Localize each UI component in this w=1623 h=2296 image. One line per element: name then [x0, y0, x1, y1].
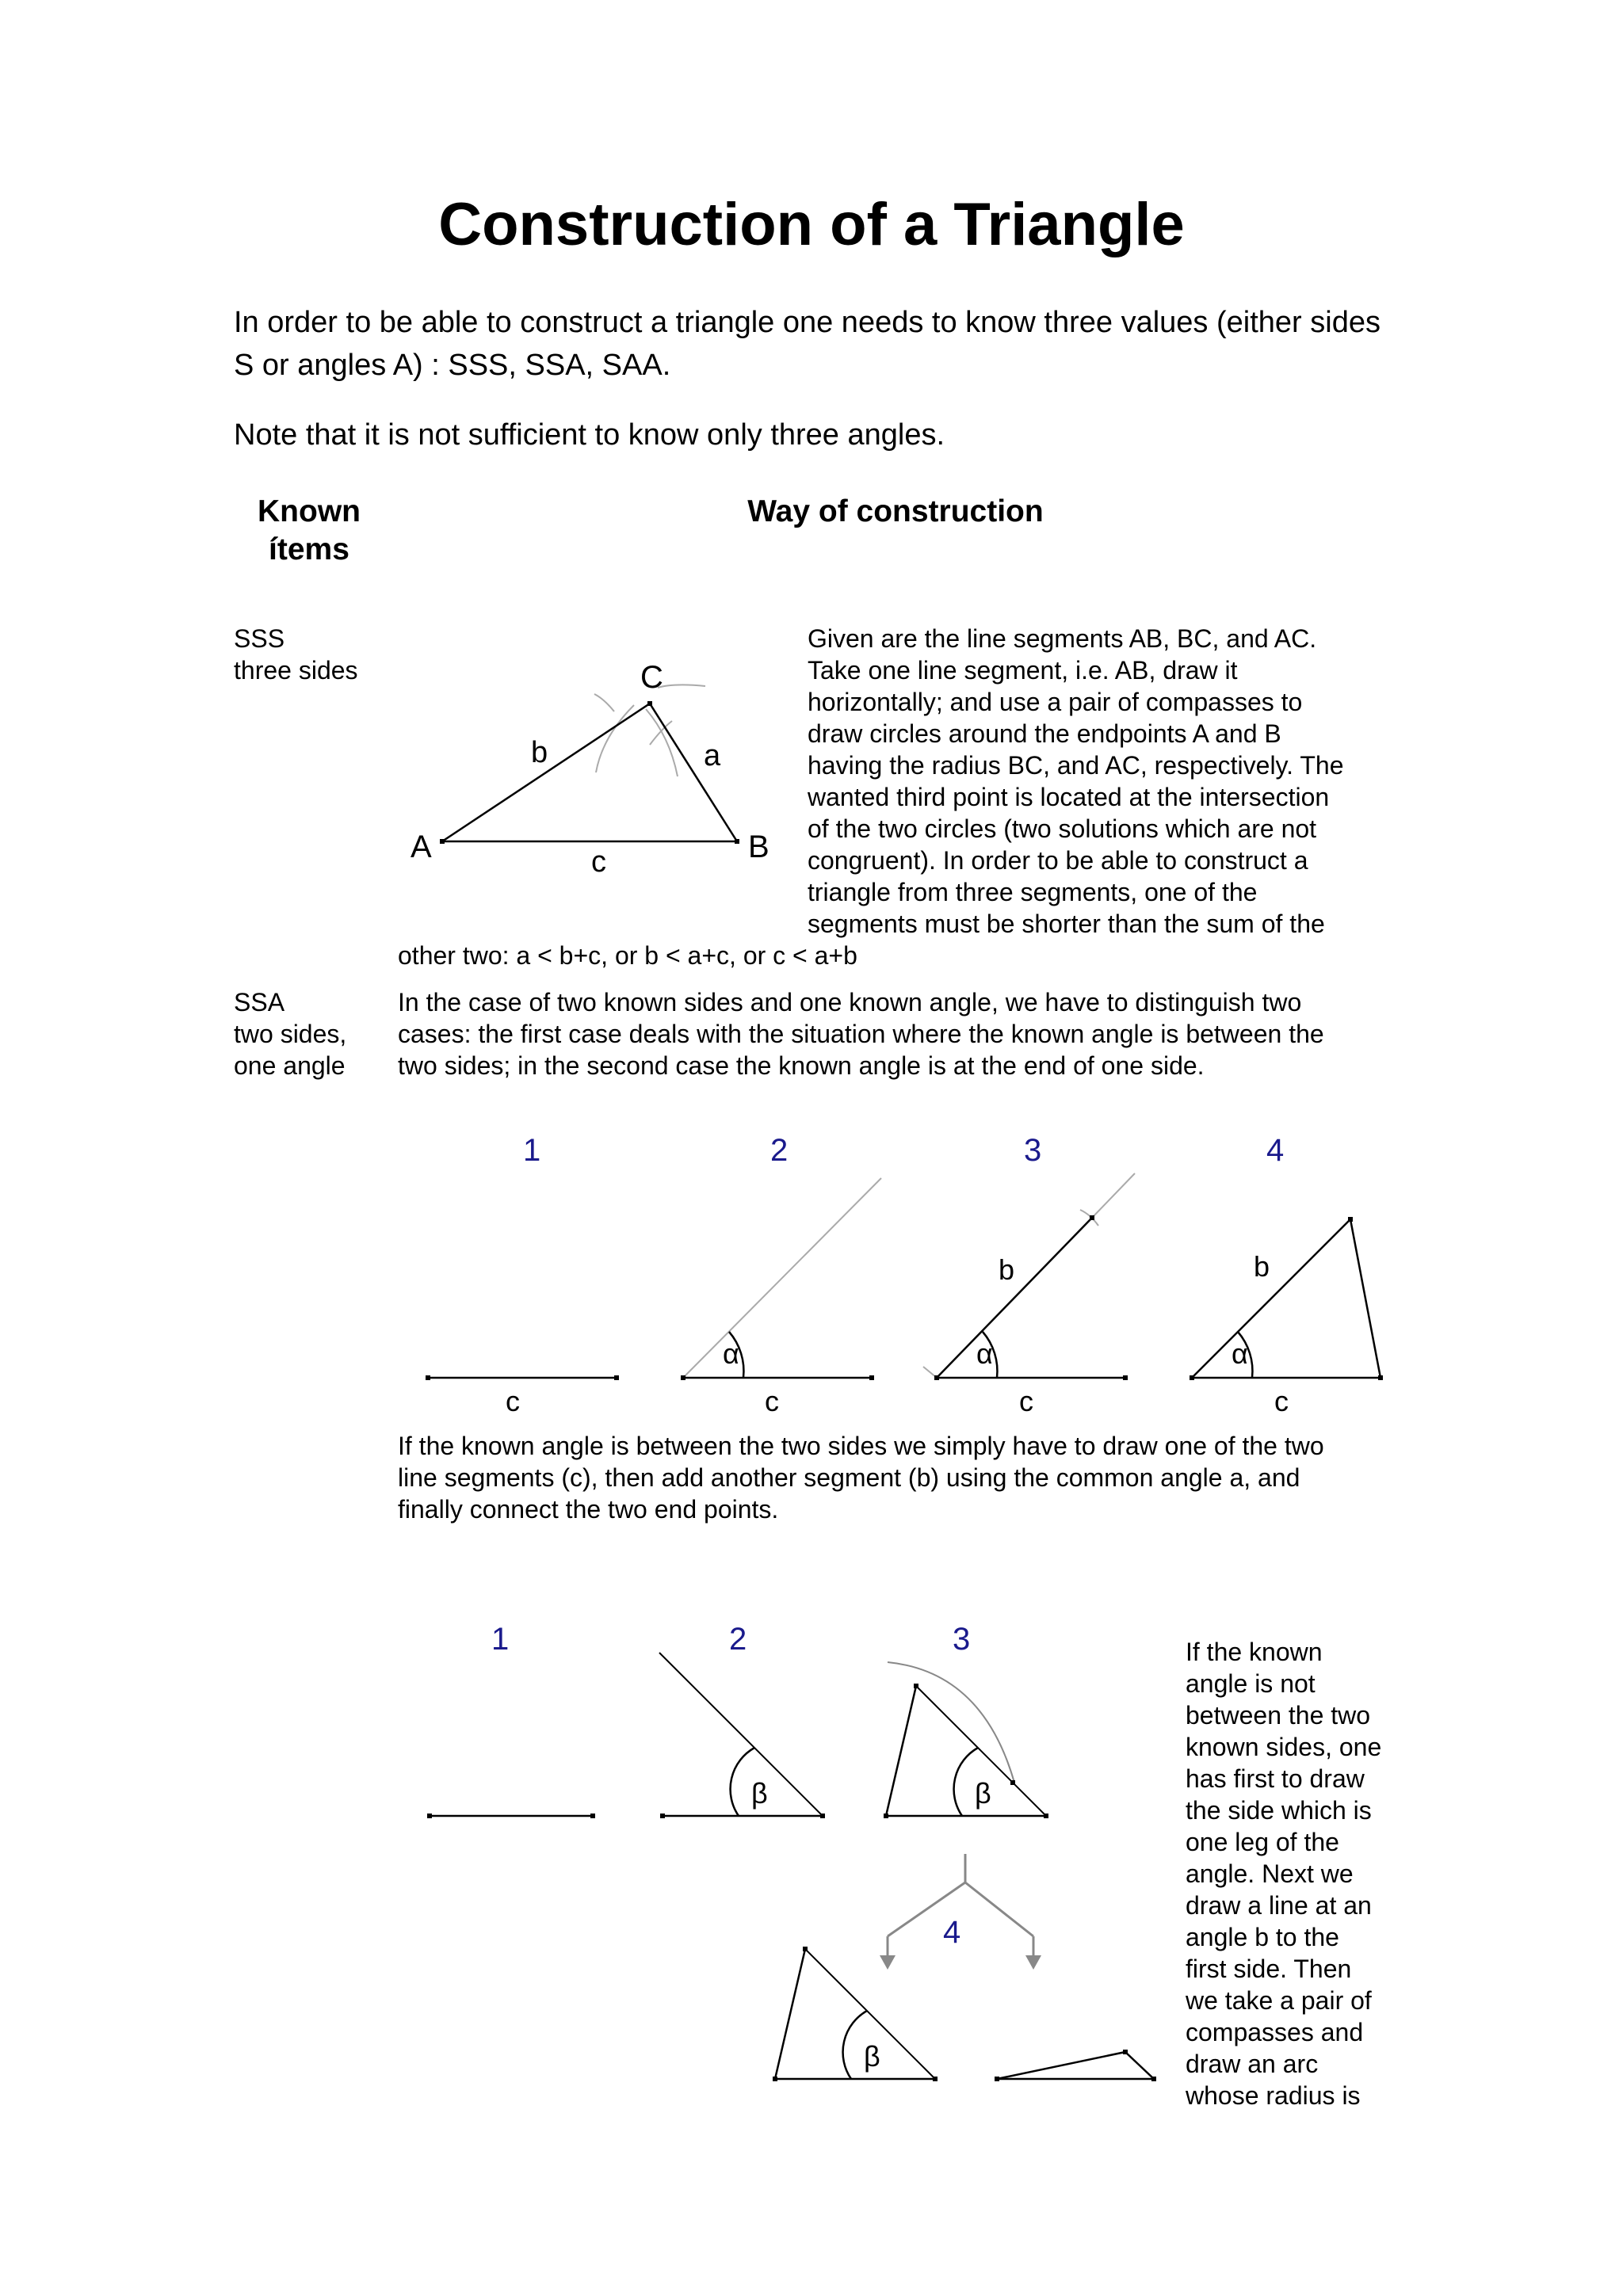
ssa-case2-text-line: has first to draw: [1186, 1764, 1365, 1793]
ssa-case2-text-line: known sides, one: [1186, 1733, 1382, 1761]
ssa-case1-step-number: 4: [1266, 1133, 1285, 1168]
sss-side-a-line: [650, 704, 737, 841]
sss-triangle-figure: [396, 650, 792, 879]
ssa-case2-s3-known-side: [886, 1686, 916, 1816]
endpoint: [1044, 1814, 1048, 1818]
ssa-case1-s4-side-b: [1192, 1219, 1350, 1378]
ssa-case1-s4-alpha: α: [1232, 1337, 1248, 1370]
ssa-case1-figure: [412, 1121, 1442, 1430]
endpoint: [995, 2077, 999, 2081]
ssa-case1-step-number: 1: [523, 1133, 541, 1168]
endpoint: [884, 1814, 888, 1818]
ssa-case2-text-line: draw a line at an: [1186, 1891, 1372, 1920]
ssa-case2-step-number: 4: [943, 1915, 961, 1950]
sss-text-line: horizontally; and use a pair of compasses to: [808, 688, 1303, 716]
sss-text-line: Take one line segment, i.e. AB, draw it: [808, 656, 1238, 685]
ssa-case2-text-line: we take a pair of: [1186, 1986, 1372, 2015]
note-paragraph: Note that it is not sufficient to know only three angles.: [234, 418, 945, 452]
ssa-case2-figure: [412, 1616, 1173, 2107]
ssa-case2-text-line: whose radius is: [1186, 2081, 1361, 2110]
endpoint: [934, 1375, 939, 1380]
ssa-case2-s2-beta: β: [751, 1777, 768, 1810]
sss-text-line: draw circles around the endpoints A and B: [808, 719, 1281, 748]
ssa-case2-text-line: angle. Next we: [1186, 1859, 1354, 1888]
endpoint: [1190, 1375, 1194, 1380]
ssa-case1-text-line: finally connect the two end points.: [398, 1495, 779, 1524]
endpoint: [773, 2077, 777, 2081]
ssa-case2-s4a-beta: β: [864, 2040, 880, 2073]
ssa-case2-s3-beta: β: [975, 1777, 991, 1810]
header-known-line2: ítems: [269, 532, 349, 566]
ssa-case1-s3-label-b: b: [999, 1253, 1015, 1286]
endpoint: [1348, 1217, 1353, 1222]
ssa-case2-step-number: 1: [491, 1622, 510, 1657]
ssa-case2-arrowhead-right: [1025, 1955, 1041, 1970]
ssa-case1-s3-compass-arc: [1080, 1210, 1098, 1226]
header-way-of-construction: Way of construction: [747, 494, 1044, 528]
endpoint: [1010, 1780, 1015, 1785]
ssa-case1-step-number: 3: [1024, 1133, 1042, 1168]
endpoint: [803, 1947, 808, 1951]
sss-label: [234, 623, 358, 686]
sss-text-line: wanted third point is located at the intersection: [808, 783, 1330, 811]
endpoint: [614, 1375, 619, 1380]
sss-label-line2: three sides: [234, 656, 358, 685]
sss-label-c: c: [591, 845, 606, 879]
endpoint: [1123, 2050, 1128, 2054]
sss-point-b: [735, 839, 739, 844]
ssa-case2-s2-angle-line: [659, 1653, 823, 1816]
ssa-intro-line: In the case of two known sides and one known angle, we have to distinguish two: [398, 988, 1302, 1016]
ssa-case1-s4-label-b: b: [1254, 1250, 1270, 1283]
ssa-case1-text: [398, 1430, 1428, 1525]
ssa-case2-text-line: angle b to the: [1186, 1923, 1339, 1951]
ssa-label: [234, 986, 346, 1081]
ssa-case2-arrowhead-left: [880, 1955, 896, 1970]
sss-label-b: b: [531, 736, 548, 769]
sss-label-C: C: [640, 660, 663, 695]
ssa-case1-s2-label-c: c: [765, 1385, 779, 1417]
ssa-case2-text-line: draw an arc: [1186, 2050, 1319, 2078]
endpoint: [914, 1684, 918, 1688]
sss-text-line: triangle from three segments, one of the: [808, 878, 1258, 906]
ssa-case1-s1-label-c: c: [506, 1385, 520, 1417]
ssa-label-line1: SSA: [234, 988, 285, 1016]
sss-label-line1: SSS: [234, 624, 285, 653]
endpoint: [933, 2077, 938, 2081]
ssa-case2-text-line: If the known: [1186, 1638, 1323, 1666]
ssa-case2-text: [1186, 1636, 1455, 2111]
page-title: Construction of a Triangle: [438, 191, 1185, 258]
ssa-case1-s3-label-c: c: [1019, 1385, 1033, 1417]
ssa-case2-step-number: 2: [729, 1622, 747, 1657]
ssa-intro-line: cases: the first case deals with the situation where the known angle is between the: [398, 1020, 1324, 1048]
endpoint: [426, 1375, 430, 1380]
ssa-case2-s4b-known-side: [997, 2052, 1125, 2079]
sss-point-c: [647, 701, 652, 706]
ssa-case2-arrow-right-branch: [965, 1882, 1033, 1936]
ssa-case2-s4b-third-side: [1125, 2052, 1154, 2079]
header-known-items: [230, 493, 388, 569]
ssa-case2-text-line: one leg of the: [1186, 1828, 1339, 1856]
intro-paragraph: In order to be able to construct a triangle one needs to know three values (either sides S or angles A) : SSS, SSA, SAA.: [234, 306, 1381, 382]
sss-point-a: [440, 839, 445, 844]
ssa-case2-text-line: between the two: [1186, 1701, 1371, 1730]
ssa-case1-text-line: line segments (c), then add another segment (b) using the common angle a, and: [398, 1463, 1300, 1492]
sss-label-A: A: [411, 830, 432, 864]
sss-arc-compass-a: [596, 705, 634, 772]
ssa-case1-step-number: 2: [770, 1133, 789, 1168]
ssa-case1-s2-alpha: α: [723, 1337, 739, 1370]
ssa-case2-text-line: the side which is: [1186, 1796, 1372, 1825]
endpoint: [1090, 1215, 1094, 1220]
sss-side-b-line: [442, 704, 650, 841]
sss-text-tail: other two: a < b+c, or b < a+c, or c < a+b: [398, 941, 857, 970]
endpoint: [427, 1814, 432, 1818]
ssa-case1-s3-alpha: α: [976, 1337, 993, 1370]
ssa-case2-text-line: angle is not: [1186, 1669, 1316, 1698]
sss-label-B: B: [748, 830, 769, 864]
endpoint: [681, 1375, 685, 1380]
sss-text-line: Given are the line segments AB, BC, and AC.: [808, 624, 1317, 653]
ssa-intro-line: two sides; in the second case the known angle is at the end of one side.: [398, 1051, 1205, 1080]
sss-text-line: of the two circles (two solutions which are not: [808, 814, 1317, 843]
sss-label-a: a: [704, 739, 721, 772]
ssa-label-line2: two sides,: [234, 1020, 347, 1048]
ssa-case1-s3-side-b: [937, 1218, 1092, 1378]
ssa-label-line3: one angle: [234, 1051, 346, 1080]
ssa-intro: [398, 986, 1428, 1081]
ssa-case2-text-line: compasses and: [1186, 2018, 1364, 2046]
ssa-case1-s4-label-c: c: [1274, 1385, 1289, 1417]
ssa-case1-s4-side-a: [1350, 1219, 1381, 1378]
sss-text-line: segments must be shorter than the sum of the: [808, 910, 1325, 938]
ssa-case1-s3-construction-line: [1092, 1173, 1135, 1218]
ssa-case2-step-number: 3: [953, 1622, 971, 1657]
sss-arc-top: [594, 694, 614, 711]
sss-text-line: having the radius BC, and AC, respectively. The: [808, 751, 1344, 780]
ssa-case2-s4a-known-side: [775, 1949, 805, 2079]
endpoint: [1378, 1375, 1383, 1380]
endpoint: [820, 1814, 825, 1818]
endpoint: [1123, 1375, 1128, 1380]
ssa-case2-text-line: first side. Then: [1186, 1955, 1352, 1983]
ssa-case1-text-line: If the known angle is between the two sides we simply have to draw one of the two: [398, 1432, 1324, 1460]
ssa-case1-s2-construction-line: [683, 1178, 881, 1378]
endpoint: [1151, 2077, 1156, 2081]
endpoint: [590, 1814, 595, 1818]
sss-text-line: congruent). In order to be able to construct a: [808, 846, 1308, 875]
sss-description: [808, 623, 1442, 940]
sss-arc-right: [658, 685, 705, 688]
endpoint: [660, 1814, 665, 1818]
endpoint: [869, 1375, 874, 1380]
header-known-line1: Known: [258, 494, 361, 528]
